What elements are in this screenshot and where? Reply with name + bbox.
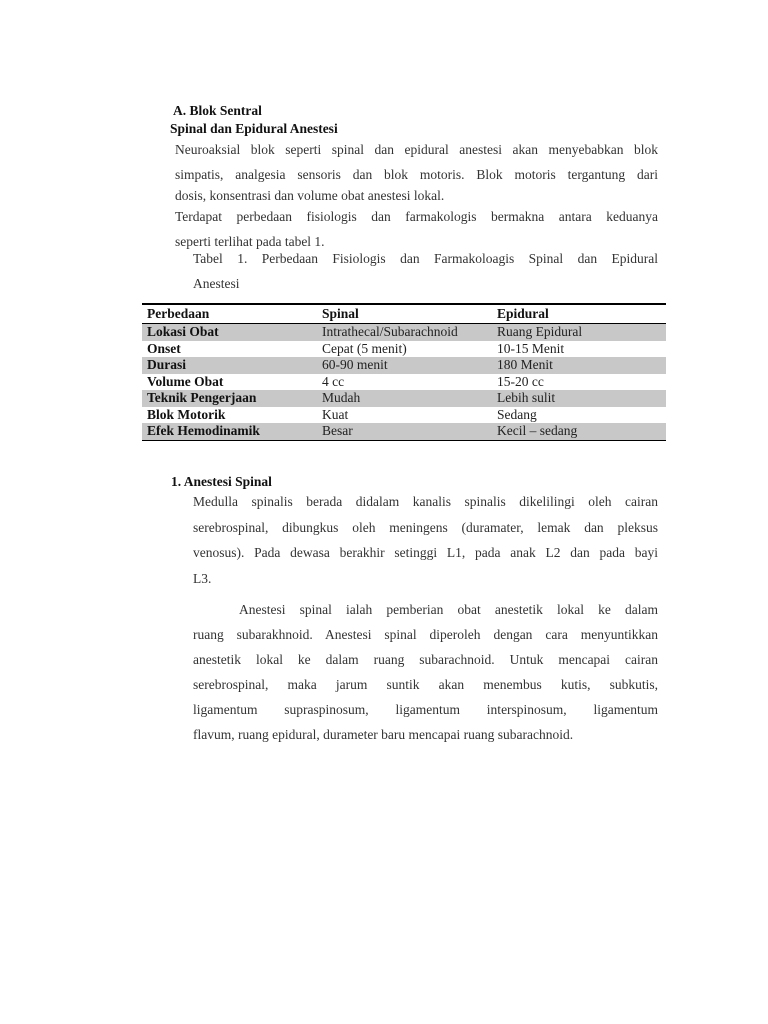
table-cell: Cepat (5 menit) <box>322 340 407 356</box>
table-row <box>142 374 666 391</box>
table-cell: Mudah <box>317 390 492 407</box>
table-caption <box>193 246 658 296</box>
spinal-cord-paragraph-line: L3. <box>193 570 212 586</box>
section-1-heading: 1. Anestesi Spinal <box>171 474 272 489</box>
spinal-cord-paragraph-line: Medulla spinalis berada didalam kanalis spinalis dikelilingi oleh cairan <box>193 494 658 509</box>
table-row <box>142 341 666 358</box>
table-cell: Volume Obat <box>147 373 224 389</box>
table-cell: Ruang Epidural <box>492 324 666 341</box>
table-row <box>142 324 666 341</box>
table-row <box>142 423 666 440</box>
table-row <box>142 357 666 374</box>
table-cell: 10-15 Menit <box>497 340 565 356</box>
table-cell: Blok Motorik <box>147 406 226 422</box>
table-cell: Teknik Pengerjaan <box>142 390 317 407</box>
table-header-cell: Spinal <box>322 306 359 321</box>
spinal-cord-paragraph-line: serebrospinal, dibungkus oleh meningens (duramater, lemak dan pleksus <box>193 519 658 535</box>
intro-paragraph-line: simpatis, analgesia sensoris dan blok motoris. Blok motoris tergantung dari <box>175 167 658 182</box>
table-header-row <box>142 304 666 324</box>
spinal-cord-paragraph-line: venosus). Pada dewasa berakhir setinggi L1, pada anak L2 dan pada bayi <box>193 545 658 560</box>
table-cell: Besar <box>317 423 492 440</box>
table-cell: Onset <box>147 340 181 356</box>
spinal-anesthesia-paragraph-line: flavum, ruang epidural, durameter baru mencapai ruang subarachnoid. <box>193 727 574 742</box>
table-cell: 60-90 menit <box>317 357 492 374</box>
table-cell: 180 Menit <box>492 357 666 374</box>
table-header-cell: Epidural <box>497 306 549 321</box>
table-caption-line: Tabel 1. Perbedaan Fisiologis dan Farmakoloagis Spinal dan Epidural <box>193 251 658 266</box>
comparison-table <box>142 303 666 441</box>
spinal-anesthesia-paragraph-line: Anestesi spinal ialah pemberian obat anestetik lokal ke dalam <box>239 602 658 617</box>
spinal-anesthesia-paragraph <box>193 597 658 747</box>
spinal-anesthesia-paragraph-line: anestetik lokal ke dalam ruang subarachnoid. Untuk mencapai cairan <box>193 652 658 667</box>
intro-paragraph-line: dosis, konsentrasi dan volume obat anestesi lokal. <box>175 188 445 203</box>
comparison-paragraph-line: Terdapat perbedaan fisiologis dan farmakologis bermakna antara keduanya <box>175 209 658 224</box>
table-cell: Kecil – sedang <box>492 423 666 440</box>
intro-paragraph <box>175 137 658 205</box>
table-row <box>142 407 666 424</box>
comparison-paragraph-line: seperti terlihat pada tabel 1. <box>175 234 325 249</box>
intro-paragraph-line: Neuroaksial blok seperti spinal dan epidural anestesi akan menyebabkan blok <box>175 142 658 157</box>
table-cell: Efek Hemodinamik <box>142 423 317 440</box>
table-cell: Lebih sulit <box>492 390 666 407</box>
table-header-cell: Perbedaan <box>147 306 210 321</box>
table-caption-line: Anestesi <box>193 276 240 291</box>
table-cell: 15-20 cc <box>497 373 544 389</box>
table-cell: 4 cc <box>322 373 345 389</box>
spinal-anesthesia-paragraph-line: ruang subarakhnoid. Anestesi spinal diperoleh dengan cara menyuntikkan <box>193 627 658 642</box>
spinal-cord-paragraph <box>193 489 658 591</box>
table-cell: Intrathecal/Subarachnoid <box>317 324 492 341</box>
table-cell: Sedang <box>497 406 537 422</box>
table-row <box>142 390 666 407</box>
section-a-subheading: Spinal dan Epidural Anestesi <box>170 121 338 136</box>
table-cell: Kuat <box>322 406 349 422</box>
spinal-anesthesia-paragraph-line: ligamentum supraspinosum, ligamentum interspinosum, ligamentum <box>193 702 658 717</box>
table-cell: Durasi <box>142 357 317 374</box>
section-a-heading: A. Blok Sentral <box>173 103 262 118</box>
spinal-anesthesia-paragraph-line: serebrospinal, maka jarum suntik akan menembus kutis, subkutis, <box>193 677 658 692</box>
table-cell: Lokasi Obat <box>142 324 317 341</box>
